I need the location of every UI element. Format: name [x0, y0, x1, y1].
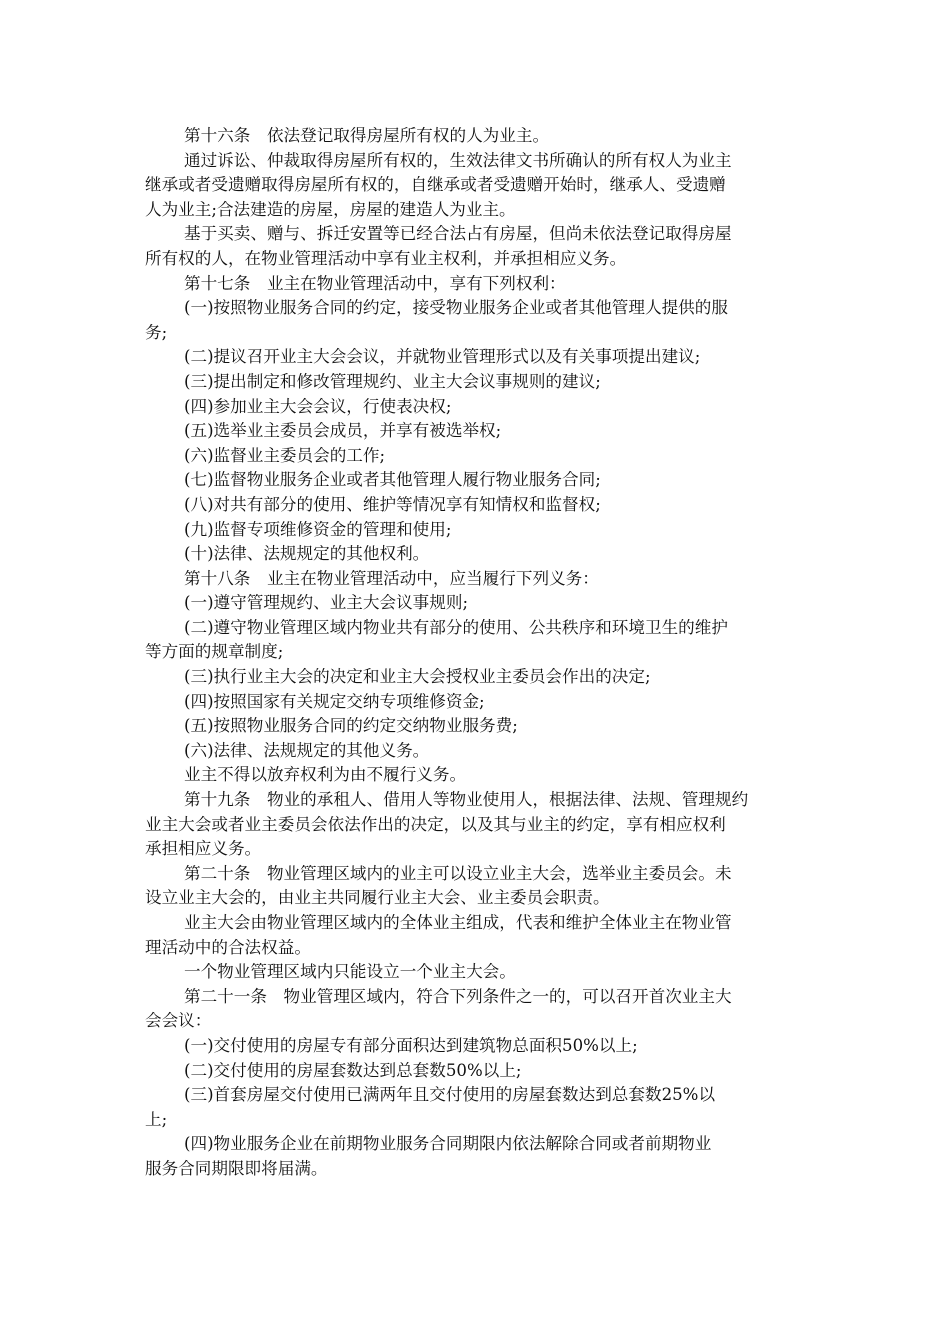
- text-line: 上;: [145, 1109, 168, 1129]
- text-line: (四)参加业主大会会议，行使表决权;: [184, 396, 452, 416]
- text-line: (一)遵守管理规约、业主大会议事规则;: [184, 593, 469, 613]
- text-line: (十)法律、法规规定的其他权利。: [184, 544, 430, 564]
- text-line: 等方面的规章制度;: [145, 642, 284, 662]
- text-line: 继承或者受遗赠取得房屋所有权的，自继承或者受遗赠开始时，继承人、受遗赠: [145, 175, 726, 195]
- text-line: 业主不得以放弃权利为由不履行义务。: [184, 765, 467, 785]
- text-line: 一个物业管理区域内只能设立一个业主大会。: [184, 962, 516, 982]
- text-line: (七)监督物业服务企业或者其他管理人履行物业服务合同;: [184, 470, 601, 490]
- text-line: (三)首套房屋交付使用已满两年且交付使用的房屋套数达到总套数25%以: [184, 1085, 716, 1105]
- text-line: 务;: [145, 322, 168, 342]
- text-line: 设立业主大会的，由业主共同履行业主大会、业主委员会职责。: [145, 888, 610, 908]
- text-line: (二)遵守物业管理区域内物业共有部分的使用、公共秩序和环境卫生的维护: [184, 617, 728, 637]
- text-line: 第十七条 业主在物业管理活动中，享有下列权利：: [184, 273, 566, 293]
- text-line: 业主大会或者业主委员会依法作出的决定，以及其与业主的约定，享有相应权利: [145, 814, 726, 834]
- text-line: (八)对共有部分的使用、维护等情况享有知情权和监督权;: [184, 494, 601, 514]
- text-line: (五)选举业主委员会成员，并享有被选举权;: [184, 421, 502, 441]
- text-line: (二)提议召开业主大会会议，并就物业管理形式以及有关事项提出建议;: [184, 347, 701, 367]
- text-line: (四)物业服务企业在前期物业服务合同期限内依法解除合同或者前期物业: [184, 1134, 712, 1154]
- text-line: (一)交付使用的房屋专有部分面积达到建筑物总面积50%以上;: [184, 1035, 638, 1055]
- text-line: (三)提出制定和修改管理规约、业主大会议事规则的建议;: [184, 371, 601, 391]
- text-line: 第二十一条 物业管理区域内，符合下列条件之一的，可以召开首次业主大: [184, 986, 732, 1006]
- document-body: [145, 124, 810, 1182]
- text-line: (九)监督专项维修资金的管理和使用;: [184, 519, 452, 539]
- text-line: 所有权的人，在物业管理活动中享有业主权利，并承担相应义务。: [145, 248, 627, 268]
- text-line: 基于买卖、赠与、拆迁安置等已经合法占有房屋，但尚未依法登记取得房屋: [184, 224, 732, 244]
- text-line: (六)法律、法规规定的其他义务。: [184, 740, 430, 760]
- text-line: (四)按照国家有关规定交纳专项维修资金;: [184, 691, 485, 711]
- text-line: 第十六条 依法登记取得房屋所有权的人为业主。: [184, 126, 550, 145]
- text-line: 第十九条 物业的承租人、借用人等物业使用人，根据法律、法规、管理规约: [184, 790, 749, 810]
- text-line: 服务合同期限即将届满。: [145, 1158, 328, 1178]
- text-line: 承担相应义务。: [145, 839, 262, 859]
- text-line: (三)执行业主大会的决定和业主大会授权业主委员会作出的决定;: [184, 667, 651, 687]
- text-line: 人为业主;合法建造的房屋，房屋的建造人为业主。: [145, 199, 516, 219]
- text-line: (一)按照物业服务合同的约定，接受物业服务企业或者其他管理人提供的服: [184, 298, 728, 318]
- text-line: 第二十条 物业管理区域内的业主可以设立业主大会，选举业主委员会。未: [184, 863, 732, 883]
- text-line: 业主大会由物业管理区域内的全体业主组成，代表和维护全体业主在物业管: [184, 913, 732, 932]
- text-line: (二)交付使用的房屋套数达到总套数50%以上;: [184, 1060, 522, 1080]
- text-line: 会会议：: [145, 1011, 212, 1031]
- text-line: 通过诉讼、仲裁取得房屋所有权的，生效法律文书所确认的所有权人为业主: [184, 150, 732, 170]
- text-line: 第十八条 业主在物业管理活动中，应当履行下列义务：: [184, 568, 599, 588]
- text-line: (五)按照物业服务合同的约定交纳物业服务费;: [184, 716, 518, 736]
- text-line: (六)监督业主委员会的工作;: [184, 445, 386, 465]
- text-line: 理活动中的合法权益。: [145, 937, 311, 957]
